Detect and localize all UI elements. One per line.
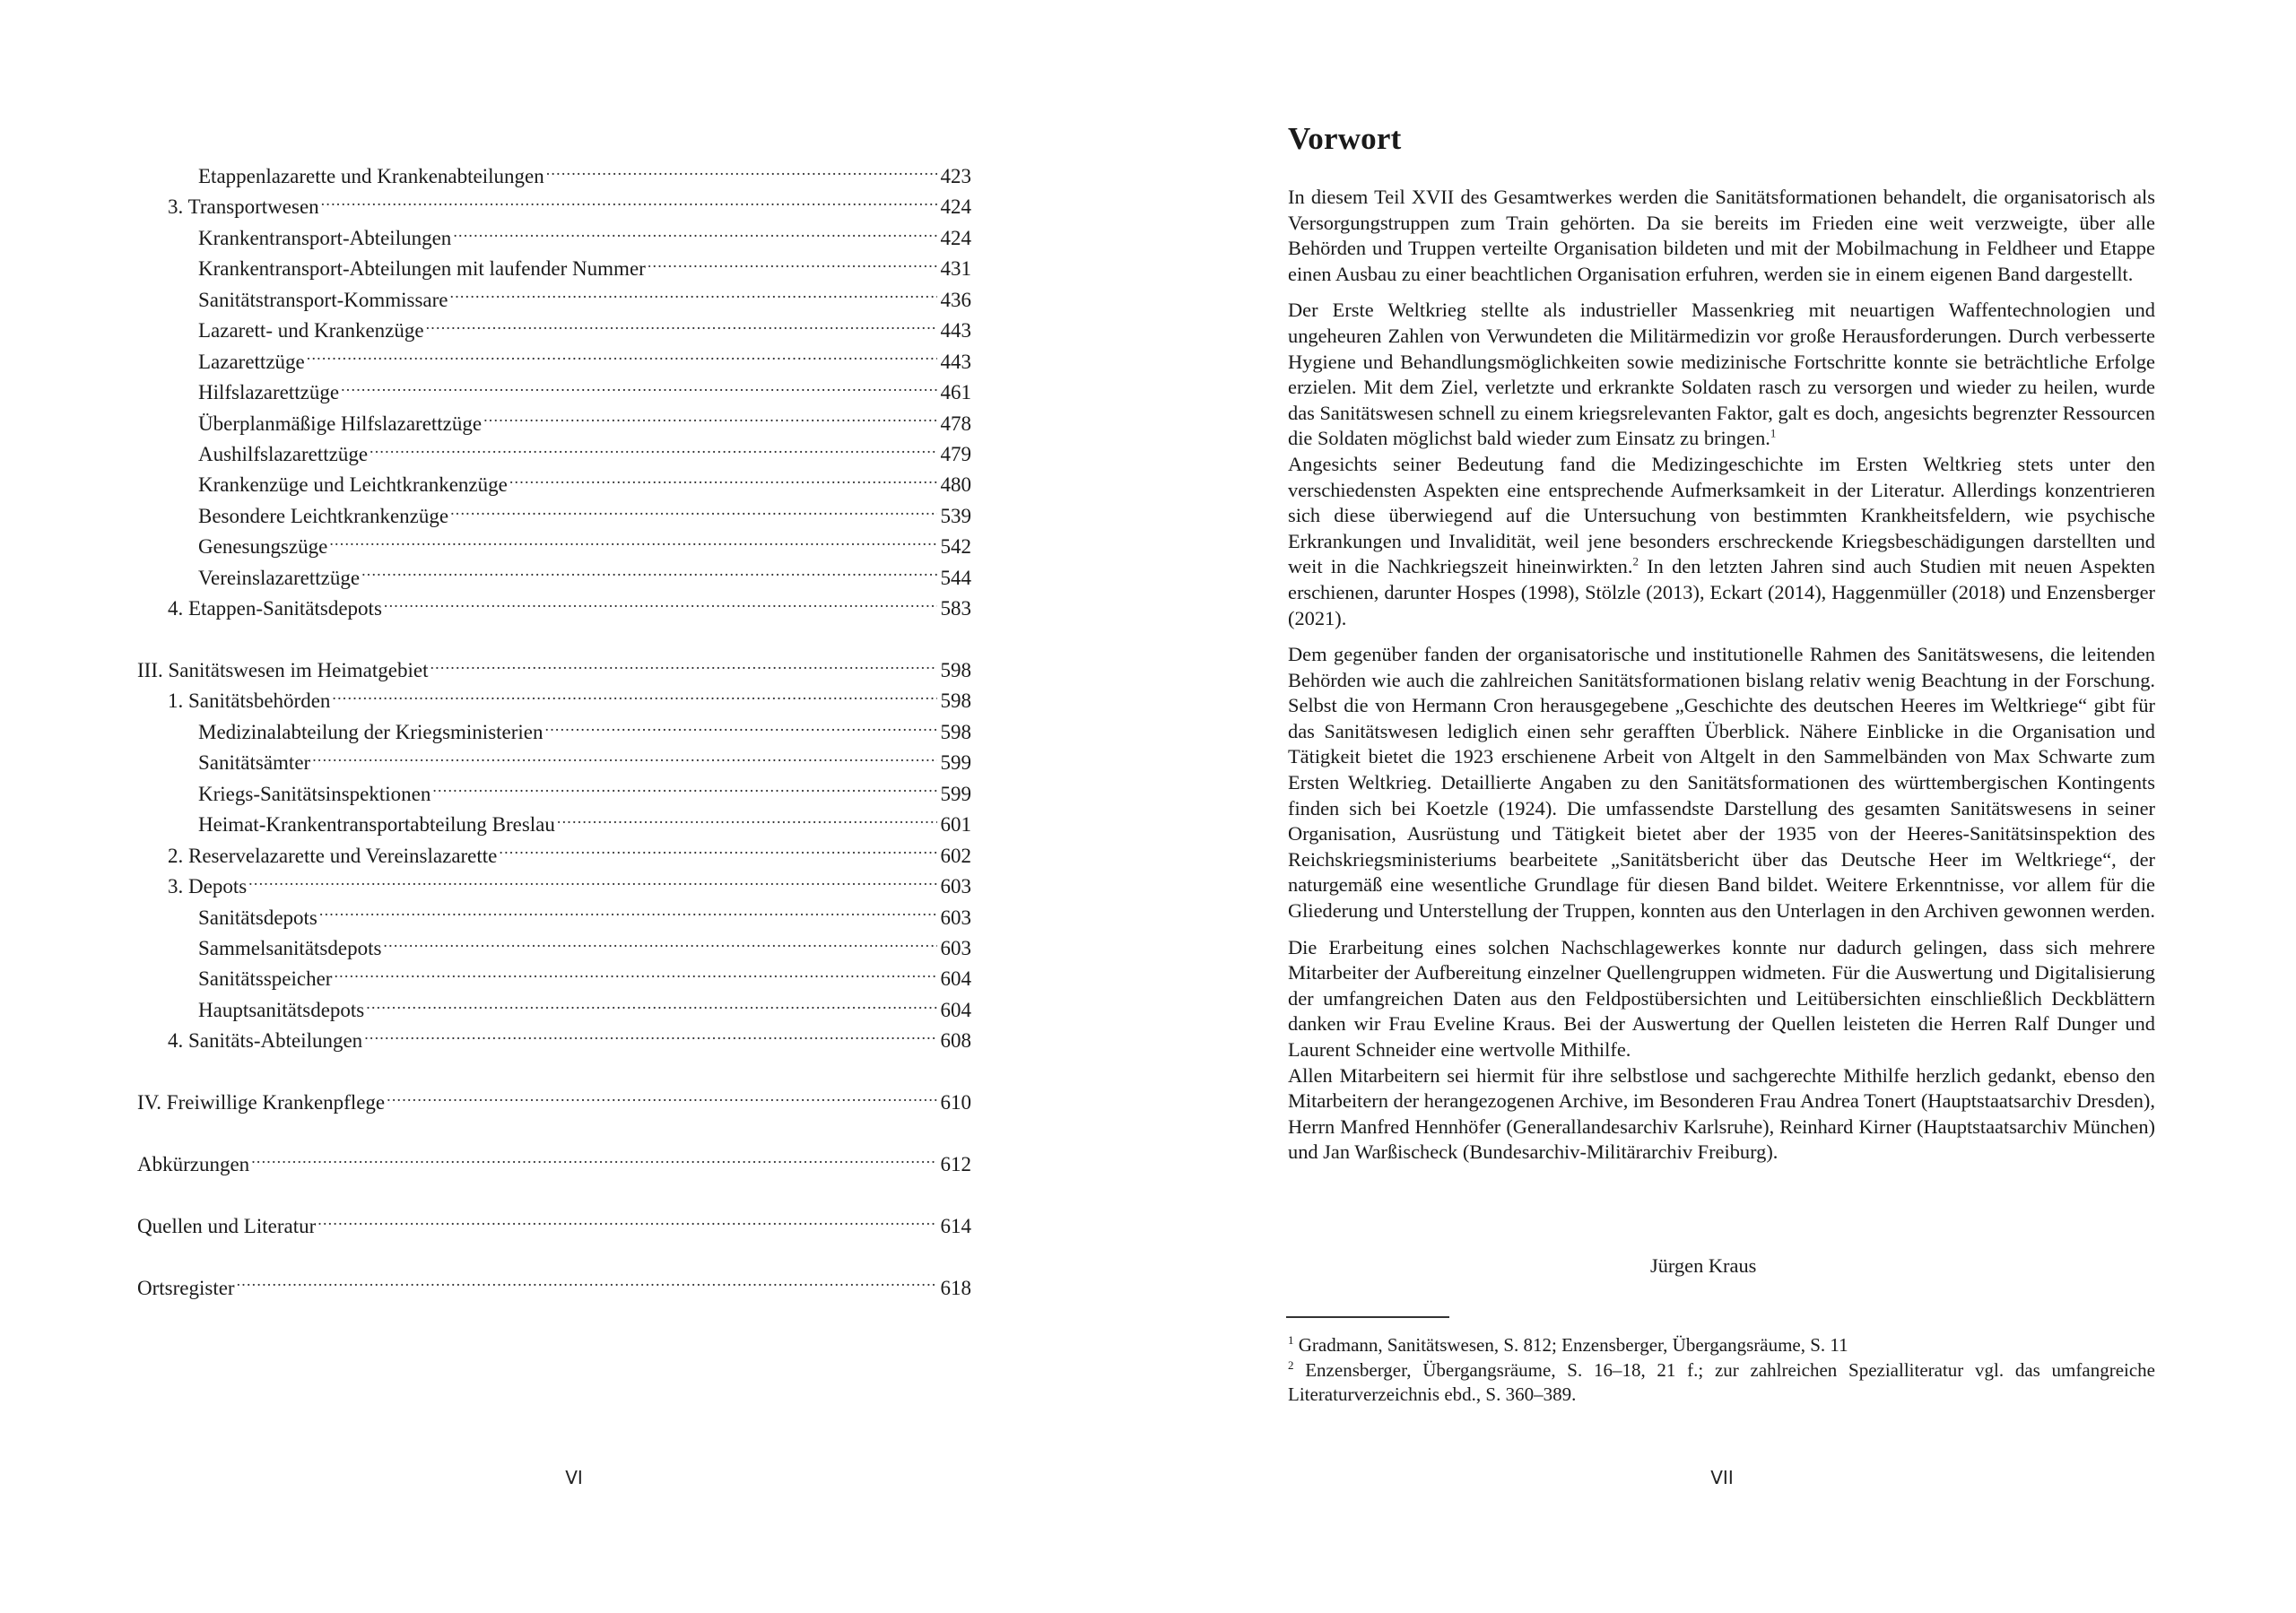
paragraph-text: In diesem Teil XVII des Gesamtwerkes werden die Sanitätsformationen behandelt, die organisatorisch als Versorgungstruppen zum Train gehörten. Da sie bereits im Frieden eine weit verzweigte, über alle Behörden und Truppen verteilte Organisation bildeten und mit der Mobilmachung in Feldheer und Etappe einen Ausbau zu einer beachtlichen Organisation erfuhren, werden sie in einem eigenen Band dargestellt. bbox=[1288, 186, 2155, 285]
toc-spacer bbox=[137, 1180, 971, 1210]
toc-entry[interactable] bbox=[137, 779, 971, 810]
toc-entry-page: 618 bbox=[940, 1276, 971, 1299]
dot-leader bbox=[251, 1150, 936, 1171]
dot-leader bbox=[453, 224, 936, 245]
toc-entry-label: Heimat-Krankentransportabteilung Breslau bbox=[198, 813, 555, 837]
toc-entry[interactable] bbox=[137, 470, 971, 500]
toc-entry[interactable] bbox=[137, 563, 971, 594]
toc-entry-page: 614 bbox=[940, 1214, 971, 1237]
toc-entry-label: Lazarettzüge bbox=[198, 350, 305, 373]
toc-entry-page: 461 bbox=[940, 381, 971, 404]
dot-leader bbox=[450, 502, 936, 523]
dot-leader bbox=[483, 410, 936, 430]
toc-entry-page: 599 bbox=[940, 751, 971, 775]
toc-entry[interactable] bbox=[137, 995, 971, 1026]
dot-leader bbox=[248, 872, 936, 893]
toc-entry-label: Sanitätsämter bbox=[198, 751, 311, 775]
preface-paragraph bbox=[1288, 298, 2155, 452]
toc-spacer bbox=[137, 1242, 971, 1272]
toc-entry-label: Überplanmäßige Hilfslazarettzüge bbox=[198, 412, 483, 435]
dot-leader bbox=[370, 440, 936, 461]
toc-entry[interactable] bbox=[137, 1088, 971, 1118]
preface-paragraph bbox=[1288, 935, 2155, 1063]
toc-entry-page: 436 bbox=[940, 288, 971, 311]
toc-entry-page: 443 bbox=[940, 350, 971, 373]
toc-entry-label: Quellen und Literatur bbox=[137, 1214, 317, 1237]
toc-entry[interactable] bbox=[137, 594, 971, 624]
dot-leader bbox=[237, 1274, 937, 1295]
toc-entry[interactable] bbox=[137, 501, 971, 532]
dot-leader bbox=[332, 687, 936, 707]
toc-spacer bbox=[137, 625, 971, 655]
toc-entry-page: 478 bbox=[940, 412, 971, 435]
footnote bbox=[1288, 1333, 2155, 1358]
toc-entry[interactable] bbox=[137, 872, 971, 902]
toc-entry-label: Ortsregister bbox=[137, 1276, 235, 1299]
toc-entry[interactable] bbox=[137, 285, 971, 316]
dot-leader bbox=[384, 594, 937, 615]
dot-leader bbox=[648, 255, 937, 275]
toc-entry-label: 3. Depots bbox=[168, 875, 248, 898]
toc-entry-page: 583 bbox=[940, 597, 971, 620]
toc-entry-page: 603 bbox=[940, 906, 971, 929]
dot-leader bbox=[499, 842, 936, 863]
toc-entry-page: 604 bbox=[940, 998, 971, 1021]
dot-leader bbox=[430, 656, 936, 677]
page-title: Vorwort bbox=[1288, 121, 1402, 156]
preface-paragraph bbox=[1288, 1063, 2155, 1166]
toc-entry[interactable] bbox=[137, 686, 971, 716]
toc-entry-label: Krankentransport-Abteilungen bbox=[198, 226, 452, 249]
toc-spacer bbox=[137, 1057, 971, 1088]
toc-entry[interactable] bbox=[137, 748, 971, 778]
toc-entry[interactable] bbox=[137, 161, 971, 192]
preface-section bbox=[1288, 118, 2155, 1166]
toc-entry[interactable] bbox=[137, 1026, 971, 1056]
footnote bbox=[1288, 1358, 2155, 1408]
paragraph-text: In den letzten Jahren sind auch Studien mit neuen Aspekten erschienen, darunter Hospes (1998), Stölzle (2013), Eckart (2014), Haggenmüller (2018) und Enzensberger (2021). bbox=[1288, 555, 2155, 629]
paragraph-text: Angesichts seiner Bedeutung fand die Medizingeschichte im Ersten Weltkrieg stets unter den verschiedensten Aspekten eine entsprechende Aufmerksamkeit in der Literatur. Allerdings konzentrieren sich diese überwiegend auf die Untersuchung von bestimmten Krankheitsfeldern, wie psychische Erkrankungen und Invalidität, weil jene besonders erschreckende Kriegsbeschädigungen darstellten und weit in die Nachkriegszeit hineinwirkten. bbox=[1288, 452, 2155, 578]
toc-entry-page: 598 bbox=[940, 720, 971, 743]
toc-entry-label: IV. Freiwillige Krankenpflege bbox=[137, 1091, 386, 1114]
toc-entry[interactable] bbox=[137, 717, 971, 748]
dot-leader bbox=[321, 193, 937, 213]
dot-leader bbox=[387, 1088, 936, 1109]
dot-leader bbox=[319, 904, 937, 924]
footnote-text: Enzensberger, Übergangsräume, S. 16–18, 21 f.; zur zahlreichen Spezialliteratur vgl. das umfangreiche Literaturverzeichnis ebd., S. 360–389. bbox=[1288, 1358, 2155, 1405]
toc-entry-page: 601 bbox=[940, 813, 971, 837]
toc-entry-label: Sammelsanitätsdepots bbox=[198, 936, 382, 959]
dot-leader bbox=[341, 378, 936, 399]
toc-entry[interactable] bbox=[137, 347, 971, 377]
page-number-left: VI bbox=[565, 1467, 583, 1488]
dot-leader bbox=[383, 934, 936, 955]
dot-leader bbox=[450, 286, 937, 307]
dot-leader bbox=[432, 780, 936, 801]
dot-leader bbox=[546, 162, 937, 183]
toc-entry-page: 612 bbox=[940, 1153, 971, 1175]
toc-entry-label: 4. Etappen-Sanitätsdepots bbox=[168, 597, 382, 620]
preface-paragraph bbox=[1288, 642, 2155, 924]
toc-entry[interactable] bbox=[137, 316, 971, 346]
toc-entry-page: 598 bbox=[940, 689, 971, 713]
toc-entry-label: Kriegs-Sanitätsinspektionen bbox=[198, 782, 431, 805]
footnote-number: 2 bbox=[1288, 1357, 1294, 1372]
toc-entry-label: Sanitätsspeicher bbox=[198, 967, 333, 991]
dot-leader bbox=[426, 317, 937, 337]
toc-entry-page: 544 bbox=[940, 566, 971, 589]
toc-entry-page: 542 bbox=[940, 535, 971, 559]
author-signature: Jürgen Kraus bbox=[1650, 1254, 1757, 1277]
dot-leader bbox=[557, 811, 937, 831]
toc-entry-label: Krankentransport-Abteilungen mit laufender Nummer bbox=[198, 257, 646, 281]
paragraph-text: Der Erste Weltkrieg stellte als industrieller Massenkrieg mit neuartigen Waffentechnologien und ungeheuren Zahlen von Verwundeten die Militärmedizin vor große Herausforderungen. Durch verbesserte Hygiene und Behandlungsmöglichkeiten sowie medizinische Fortschritte konnte sie beträchtliche Erfolge erzielen. Mit dem Ziel, verletzte und erkrankte Soldaten rasch zu versorgen und wieder zu heilen, wurde das Sanitätswesen schnell zu einem kriegsrelevanten Faktor, galt es doch, angesichts begrenzter Ressourcen die Soldaten möglichst bald wieder zum Einsatz zu bringen. bbox=[1288, 299, 2155, 450]
toc-entry-page: 603 bbox=[940, 936, 971, 959]
toc-entry-label: Etappenlazarette und Krankenabteilungen bbox=[198, 165, 544, 187]
toc-entry-page: 603 bbox=[940, 875, 971, 898]
table-of-contents bbox=[137, 161, 971, 1304]
footnotes bbox=[1288, 1333, 2155, 1408]
dot-leader bbox=[361, 564, 936, 585]
preface-paragraph bbox=[1288, 452, 2155, 631]
toc-entry[interactable] bbox=[137, 223, 971, 254]
toc-entry-label: Vereinslazarettzüge bbox=[198, 566, 361, 589]
dot-leader bbox=[509, 471, 937, 491]
toc-entry[interactable] bbox=[137, 903, 971, 933]
paragraph-text: Dem gegenüber fanden der organisatorische und institutionelle Rahmen des Sanitätswesens, die leitenden Behörden wie auch die zahlreichen Sanitätsformationen bislang relativ wenig Beachtung in der Forschung. Selbst die von Hermann Cron herausgegebene „Geschichte des deutschen Heeres im Weltkriege“ gibt für das Sanitätswesen lediglich einen sehr gerafften Überblick. Nähere Einblicke in die Organisation und Tätigkeit bietet die 1923 erschienene Arbeit von Altgelt in den Sammelbänden von Max Schwarte zum Ersten Weltkrieg. Detaillierte Angaben zu den Sanitätsformationen des württembergischen Kontingents finden sich bei Koetzle (1924). Die umfassendste Darstellung des gesamten Sanitätswesens in seiner Organisation, Ausrüstung und Tätigkeit bietet aber der 1935 von der Heeres-Sanitätsinspektion des Reichskriegsministeriums bearbeitete „Sanitätsbericht über das Deutsche Heer im Weltkriege“, der naturgemäß eine wesentliche Grundlage für diesen Band bildet. Weitere Erkenntnisse, vor allem für die Gliederung und Unterstellung der Truppen, konnten aus den Unterlagen in den Archiven gewonnen werden. bbox=[1288, 643, 2155, 923]
toc-entry[interactable] bbox=[137, 532, 971, 562]
toc-spacer bbox=[137, 1119, 971, 1149]
footnote-reference[interactable]: 1 bbox=[1770, 426, 1777, 440]
toc-entry[interactable] bbox=[137, 933, 971, 964]
toc-entry-label: Krankenzüge und Leichtkrankenzüge bbox=[198, 473, 508, 497]
toc-entry[interactable] bbox=[137, 841, 971, 872]
toc-entry-label: 3. Transportwesen bbox=[168, 195, 319, 219]
dot-leader bbox=[545, 718, 937, 739]
toc-entry-page: 424 bbox=[940, 226, 971, 249]
preface-body bbox=[1288, 185, 2155, 1166]
toc-entry-label: Hauptsanitätsdepots bbox=[198, 998, 365, 1021]
toc-entry-page: 424 bbox=[940, 195, 971, 219]
paragraph-text: Die Erarbeitung eines solchen Nachschlagewerkes konnte nur dadurch gelingen, dass sich mehrere Mitarbeiter der Aufbereitung einzelner Quellengruppen widmeten. Für die Auswertung und Digitalisierung der umfangreichen Daten aus den Feldpostübersichten und Leitübersichten einschließlich Deckblättern danken wir Frau Eveline Kraus. Bei der Auswertung der Quellen leisteten die Herren Ralf Dunger und Laurent Schneider eine wertvolle Mithilfe. bbox=[1288, 935, 2155, 1061]
toc-entry[interactable] bbox=[137, 254, 971, 284]
toc-entry-page: 443 bbox=[940, 319, 971, 343]
toc-entry-page: 608 bbox=[940, 1029, 971, 1053]
toc-entry-page: 602 bbox=[940, 844, 971, 867]
toc-entry-label: 2. Reservelazarette und Vereinslazarette bbox=[168, 844, 498, 867]
dot-leader bbox=[329, 533, 936, 553]
toc-entry[interactable] bbox=[137, 1273, 971, 1304]
toc-entry-label: Hilfslazarettzüge bbox=[198, 381, 340, 404]
dot-leader bbox=[334, 965, 936, 985]
toc-entry[interactable] bbox=[137, 377, 971, 408]
toc-entry[interactable] bbox=[137, 409, 971, 439]
toc-entry-page: 480 bbox=[940, 473, 971, 497]
toc-entry[interactable] bbox=[137, 439, 971, 470]
toc-entry-label: Medizinalabteilung der Kriegsministerien bbox=[198, 720, 544, 743]
dot-leader bbox=[364, 1027, 936, 1047]
toc-entry-page: 479 bbox=[940, 442, 971, 465]
footnote-text: Gradmann, Sanitätswesen, S. 812; Enzensberger, Übergangsräume, S. 11 bbox=[1293, 1334, 1848, 1356]
toc-entry[interactable] bbox=[137, 192, 971, 222]
page-number-right: VII bbox=[1710, 1467, 1734, 1488]
toc-entry-page: 599 bbox=[940, 782, 971, 805]
toc-entry-label: Abkürzungen bbox=[137, 1153, 250, 1175]
toc-entry-page: 598 bbox=[940, 659, 971, 681]
toc-entry-label: Sanitätsdepots bbox=[198, 906, 317, 929]
toc-entry-label: Besondere Leichtkrankenzüge bbox=[198, 504, 449, 527]
dot-leader bbox=[307, 348, 937, 369]
toc-entry-label: Genesungszüge bbox=[198, 535, 328, 559]
toc-entry[interactable] bbox=[137, 655, 971, 686]
toc-entry[interactable] bbox=[137, 1149, 971, 1180]
footnote-number: 1 bbox=[1288, 1333, 1294, 1347]
toc-entry[interactable] bbox=[137, 1211, 971, 1242]
toc-entry-label: III. Sanitätswesen im Heimatgebiet bbox=[137, 659, 429, 681]
toc-entry-page: 423 bbox=[940, 165, 971, 187]
dot-leader bbox=[312, 749, 936, 769]
toc-entry-label: Lazarett- und Krankenzüge bbox=[198, 319, 424, 343]
toc-entry-page: 431 bbox=[940, 257, 971, 281]
toc-entry[interactable] bbox=[137, 964, 971, 994]
toc-entry-label: 4. Sanitäts-Abteilungen bbox=[168, 1029, 363, 1053]
toc-entry[interactable] bbox=[137, 810, 971, 840]
toc-entry-page: 604 bbox=[940, 967, 971, 991]
footnote-reference[interactable]: 2 bbox=[1632, 554, 1639, 568]
toc-entry-label: Aushilfslazarettzüge bbox=[198, 442, 369, 465]
toc-entry-label: 1. Sanitätsbehörden bbox=[168, 689, 331, 713]
preface-paragraph bbox=[1288, 185, 2155, 287]
toc-entry-page: 610 bbox=[940, 1091, 971, 1114]
toc-entry-page: 539 bbox=[940, 504, 971, 527]
footnote-divider bbox=[1286, 1316, 1449, 1318]
paragraph-text: Allen Mitarbeitern sei hiermit für ihre selbstlose und sachgerechte Mithilfe herzlich gedankt, ebenso den Mitarbeitern der herangezogenen Archive, im Besonderen Frau Andrea Tonert (Hauptstaatsarchiv Dresden), Herrn Manfred Hennhöfer (Generallandesarchiv Karlsruhe), Reinhard Kirner (Hauptstaatsarchiv München) und Jan Warßischeck (Bundesarchiv-Militärarchiv Freiburg). bbox=[1288, 1063, 2155, 1164]
toc-entry-label: Sanitätstransport-Kommissare bbox=[198, 288, 448, 311]
dot-leader bbox=[317, 1212, 936, 1233]
dot-leader bbox=[366, 996, 936, 1017]
